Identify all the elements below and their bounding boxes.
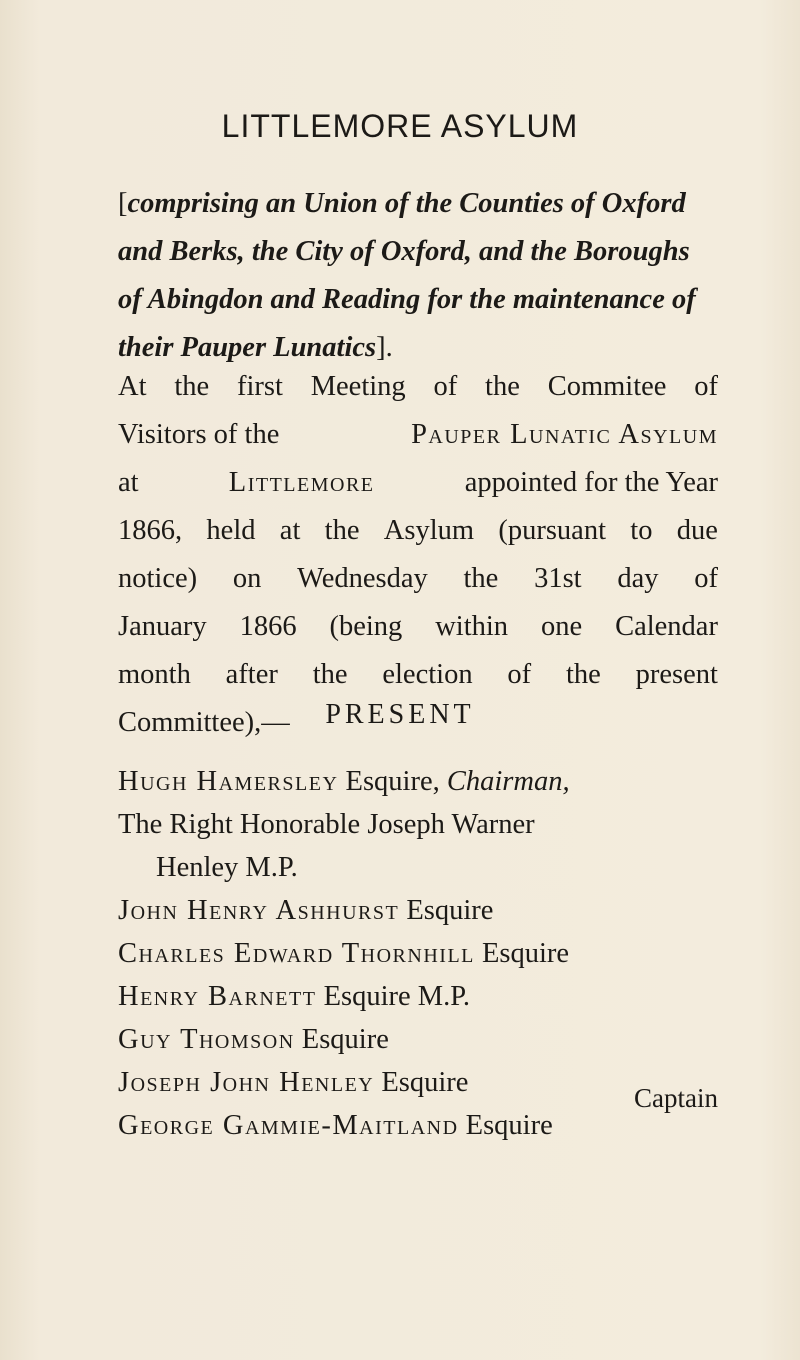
member-name: Hugh Hamersley [118, 766, 339, 797]
intro-line: of Abingdon and Reading for the maintenance of [118, 284, 696, 315]
member-suffix: Esquire M.P. [323, 981, 471, 1012]
word: after [225, 659, 278, 690]
member-name: Henry Barnett [118, 981, 317, 1012]
body-line [118, 363, 718, 411]
word: month [118, 659, 191, 690]
word: Wednesday [297, 563, 428, 594]
word: held [206, 515, 256, 546]
member-entry [118, 975, 718, 1018]
word: present [635, 659, 718, 690]
body-line [118, 411, 718, 459]
intro-line: and Berks, the City of Oxford, and the Boroughs [118, 236, 690, 267]
meeting-paragraph [118, 363, 718, 747]
word: of [507, 659, 532, 690]
word: the [312, 659, 348, 690]
word: within [435, 611, 509, 642]
word: 31st [534, 563, 582, 594]
body-line [118, 555, 718, 603]
word-group: Visitors of the [118, 419, 280, 450]
word: January [118, 611, 207, 642]
place-name: Littlemore [228, 467, 375, 498]
member-title: Chairman, [446, 766, 570, 797]
word: Commitee [547, 371, 667, 402]
word: notice) [118, 563, 198, 594]
word: At [118, 371, 147, 402]
open-bracket: [ [118, 188, 128, 219]
member-entry [118, 846, 718, 889]
asylum-name: Pauper Lunatic Asylum [411, 419, 718, 450]
member-suffix: Esquire [465, 1110, 553, 1141]
word: Meeting [310, 371, 406, 402]
member-suffix: Esquire [482, 938, 570, 969]
running-head: LITTLEMORE ASYLUM [221, 108, 579, 144]
word: due [676, 515, 718, 546]
word: the [485, 371, 520, 402]
member-entry [118, 760, 718, 803]
member-name: George Gammie-Maitland [118, 1110, 459, 1141]
word: Asylum [383, 515, 475, 546]
word: (pursuant [498, 515, 606, 546]
word: 1866, [118, 515, 183, 546]
member-entry [118, 932, 718, 975]
word: the [174, 371, 210, 402]
intro-paragraph [118, 180, 718, 372]
word: the [324, 515, 360, 546]
member-entry [118, 889, 718, 932]
word: election [382, 659, 473, 690]
body-line [118, 603, 718, 651]
word: one [540, 611, 583, 642]
member-entry [118, 1061, 718, 1104]
catchword: Captain [634, 1083, 718, 1113]
member-name: Henley M.P. [156, 852, 298, 883]
word: at [279, 515, 301, 546]
intro-text: their Pauper Lunatics [118, 332, 377, 363]
word: 1866 [239, 611, 297, 642]
body-line [118, 651, 718, 699]
word: the [565, 659, 601, 690]
word: of [433, 371, 458, 402]
member-suffix: Esquire [381, 1067, 469, 1098]
word: day [617, 563, 659, 594]
intro-text: comprising an Union of the Counties of Oxford [127, 188, 686, 219]
intro-line [118, 180, 718, 228]
word-group: appointed for the Year [464, 467, 718, 498]
close-bracket: ]. [376, 332, 393, 363]
member-name: Charles Edward Thornhill [118, 938, 475, 969]
word: to [630, 515, 653, 546]
present-heading: PRESENT [325, 699, 475, 730]
word: first [236, 371, 283, 402]
member-name: John Henry Ashhurst [118, 895, 400, 926]
members-list [118, 760, 718, 1147]
member-entry [118, 803, 718, 846]
body-line [118, 507, 718, 555]
word: of [694, 563, 718, 594]
word: at [118, 467, 139, 498]
word: (being [329, 611, 403, 642]
member-name: Guy Thomson [118, 1024, 295, 1055]
member-name: The Right Honorable Joseph Warner [118, 809, 535, 840]
word: the [463, 563, 499, 594]
member-suffix: Esquire, [345, 766, 440, 797]
member-name: Joseph John Henley [118, 1067, 375, 1098]
body-line [118, 459, 718, 507]
word: on [232, 563, 262, 594]
member-entry [118, 1104, 718, 1147]
word: of [694, 371, 718, 402]
member-suffix: Esquire [301, 1024, 389, 1055]
member-suffix: Esquire [406, 895, 494, 926]
member-entry [118, 1018, 718, 1061]
body-line: Committee),— [118, 707, 290, 738]
word: Calendar [615, 611, 718, 642]
